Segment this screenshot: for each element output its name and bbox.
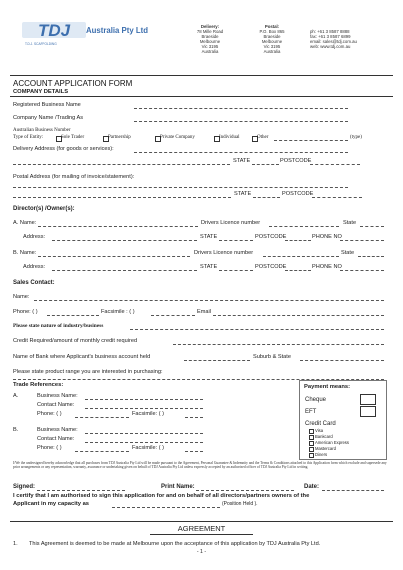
director-b-licence-label: Drivers Licence number [194,250,254,256]
director-b-address-label: Address: [23,264,46,270]
print-name-field[interactable] [196,490,294,491]
delivery-address-block: Delivery: 78 Mille Road Braeside Melbourne Vic 3195 Australia [196,24,224,54]
director-b-state-field-2[interactable] [219,270,253,271]
sales-facsimile-field[interactable] [151,315,195,316]
director-a-state-label-2: STATE [200,234,218,240]
postal-address-field-1[interactable] [13,187,348,188]
director-a-state-field-2[interactable] [219,240,253,241]
entity-other-label: Other [257,135,269,140]
director-b-state-label-2: STATE [200,264,218,270]
entity-partnership-label: Partnership [108,135,131,140]
bank-name-field[interactable] [184,360,250,361]
delivery-address-field-1[interactable] [134,152,348,153]
postal-address-label: Postal Address (for mailing of invoice/statement): [13,174,135,180]
print-name-label: Print Name: [161,484,195,490]
director-b-name-label: B. Name: [13,250,37,256]
nature-of-business-field[interactable] [130,329,384,330]
page-number: - 1 - [196,549,207,555]
ref-b-phone-label: Phone: ( ) [37,445,62,451]
section-company-details: COMPANY DETAILS [13,89,69,95]
director-a-name-label: A. Name: [13,220,37,226]
sales-name-field[interactable] [34,300,384,301]
ref-a-facsimile-field[interactable] [185,417,203,418]
certify-text: I certify that I am authorised to sign this application for and on behalf of all directors/partners owners of the [13,493,310,499]
bank-name-label: Name of Bank where Applicant's business account held [13,354,151,360]
sales-phone-label: Phone: ( ) [13,309,38,315]
director-a-postcode-label: POSTCODE [255,234,287,240]
form-title: ACCOUNT APPLICATION FORM [13,79,133,88]
ref-b-contact-field[interactable] [85,442,203,443]
type-of-entity-label: Type of Entity: [13,135,44,140]
entity-type-suffix: (type) [350,135,362,140]
card-amex-checkbox[interactable] [309,441,314,446]
card-diners-checkbox[interactable] [309,453,314,458]
agreement-clause-1: This Agreement is deemed to be made at Melbourne upon the acceptance of this application by TDJ Australia Pty Ltd. [29,541,321,547]
director-b-phone-label: PHONE NO [312,264,342,270]
company-name: Australia Pty Ltd [86,26,148,35]
agreement-clause-number: 1. [13,541,18,547]
postal-address-block: Postal: P.O. Box 865 Braeside Melbourne Vic 3195 Australia [259,24,285,54]
registered-business-name-label: Registered Business Name [13,102,81,108]
registered-business-name-field[interactable] [134,108,348,109]
delivery-state-label: STATE [233,158,251,164]
entity-other-type-field[interactable] [274,140,348,141]
ref-a-facsimile-label: Facsimile: ( ) [132,411,165,417]
director-a-postcode-field[interactable] [285,240,311,241]
postal-postcode-label: POSTCODE [282,191,314,197]
postal-state-field[interactable] [253,197,280,198]
signed-field[interactable] [37,490,125,491]
director-b-phone-field[interactable] [340,270,384,271]
card-mastercard-label: Mastercard [315,445,336,451]
sales-facsimile-label: Facsimile : ( ) [101,309,135,315]
capacity-field[interactable] [112,507,220,508]
card-mastercard-checkbox[interactable] [309,447,314,452]
company-logo [22,20,86,44]
director-a-licence-field[interactable] [269,226,339,227]
payment-cheque-checkbox[interactable] [360,394,376,405]
svg-text:TDJ: TDJ [37,21,71,40]
ref-a-phone-label: Phone: ( ) [37,411,62,417]
payment-eft-label: EFT [305,409,317,415]
sales-contact-heading: Sales Contact: [13,280,55,286]
director-a-address-field[interactable] [52,240,197,241]
delivery-address-field-2[interactable] [13,164,230,165]
delivery-state-field[interactable] [252,164,279,165]
director-b-address-field[interactable] [52,270,197,271]
ref-a-marker: A. [13,393,19,399]
acknowledgement-text: I/We the undersigned hereby acknowledge that all purchases from TDJ Australia Pty Ltd will be made pursuant to the Agreement, Personal Guarantee & Indemnity and the Terms & Conditions attached to this Application form which exclude and supersede any prior arrangements or any representation, warranty, assurance or undertaking given on behalf of TDJ Australia Pty Ltd unless expressly accepted by an authorised officer of TDJ Australia Pty Ltd in writing. [13,461,387,470]
director-b-postcode-label: POSTCODE [255,264,287,270]
delivery-address-label: Delivery Address (for goods or services): [13,146,114,152]
card-bankcard-label: Bankcard [315,433,333,439]
suburb-state-label: Suburb & State [253,354,291,360]
entity-private-company-label: Private Company [160,135,195,140]
suburb-state-field[interactable] [300,360,384,361]
agreement-title: AGREEMENT [177,524,226,533]
company-trading-as-label: Company Name /Trading As [13,115,84,121]
abn-label: Australian Business Number [13,128,71,133]
card-visa-label: Visa [315,427,324,433]
ref-b-facsimile-field[interactable] [185,451,203,452]
ref-a-business-field[interactable] [85,399,203,400]
director-a-licence-label: Drivers Licence number [201,220,261,226]
director-b-name-field[interactable] [38,256,190,257]
ref-b-marker: B. [13,427,19,433]
director-b-licence-field[interactable] [263,256,339,257]
postal-state-label: STATE [234,191,252,197]
delivery-postcode-field[interactable] [310,164,360,165]
director-b-state-field[interactable] [358,256,384,257]
delivery-postcode-label: POSTCODE [280,158,312,164]
card-bankcard-checkbox[interactable] [309,435,314,440]
agreement-underline [150,534,253,535]
director-a-phone-field[interactable] [340,240,384,241]
ref-b-phone-field[interactable] [75,451,129,452]
card-amex-label: American Express [315,439,349,445]
director-b-state-label: State [341,250,355,256]
section-underline [10,96,393,97]
sales-phone-field[interactable] [47,315,99,316]
sales-name-label: Name: [13,294,30,300]
ref-b-business-field[interactable] [85,433,203,434]
director-a-phone-label: PHONE NO [312,234,342,240]
credit-required-label: Credit Required/amount of monthly credit required [13,338,138,344]
payment-credit-card-label: Credit Card [305,421,336,427]
signed-label: Signed: [13,484,35,490]
entity-individual-label: Individual [219,135,240,140]
ref-a-business-label: Business Name: [37,393,78,399]
product-range-label: Please state product range you are interested in purchasing: [13,369,163,375]
ref-a-phone-field[interactable] [75,417,129,418]
postal-postcode-field[interactable] [312,197,362,198]
date-label: Date: [304,484,320,490]
date-field[interactable] [322,490,384,491]
header-divider [10,75,393,76]
ref-b-contact-label: Contact Name: [37,436,75,442]
position-held-label: (Position Held ). [222,501,258,507]
card-diners-label: Diners [315,451,328,457]
credit-required-field[interactable] [173,344,384,345]
director-a-name-field[interactable] [38,226,198,227]
director-a-state-label: State [343,220,357,226]
sales-email-label: Email [197,309,211,315]
ref-b-facsimile-label: Facsimile: ( ) [132,445,165,451]
company-trading-as-field[interactable] [134,121,348,122]
director-a-address-label: Address: [23,234,46,240]
entity-sole-trader-label: Sole Trader [61,135,85,140]
director-b-postcode-field[interactable] [285,270,311,271]
ref-b-business-label: Business Name: [37,427,78,433]
ref-a-contact-field[interactable] [85,408,203,409]
postal-address-field-2[interactable] [13,197,231,198]
director-a-state-field[interactable] [360,226,384,227]
sales-email-field[interactable] [213,315,384,316]
payment-means-heading: Payment means: [304,384,351,390]
trade-references-heading: Trade References: [13,382,64,388]
card-visa-checkbox[interactable] [309,429,314,434]
logo-subtitle: T.D.J. SCAFFOLDING [25,42,57,46]
contact-block: ph: +61 3 8587 8888 fax: +61 3 8587 6899 email: sales@tdj.com.au web: www.tdj.com.au [310,29,357,49]
ref-a-contact-label: Contact Name: [37,402,75,408]
payment-cheque-label: Cheque [305,397,327,403]
certify-capacity-label: Applicant in my capacity as [13,501,90,507]
agreement-divider [10,521,393,522]
payment-eft-checkbox[interactable] [360,406,376,417]
nature-of-business-label: Please state nature of industry/business [13,323,104,329]
directors-heading: Director(s) /Owner(s): [13,206,75,212]
